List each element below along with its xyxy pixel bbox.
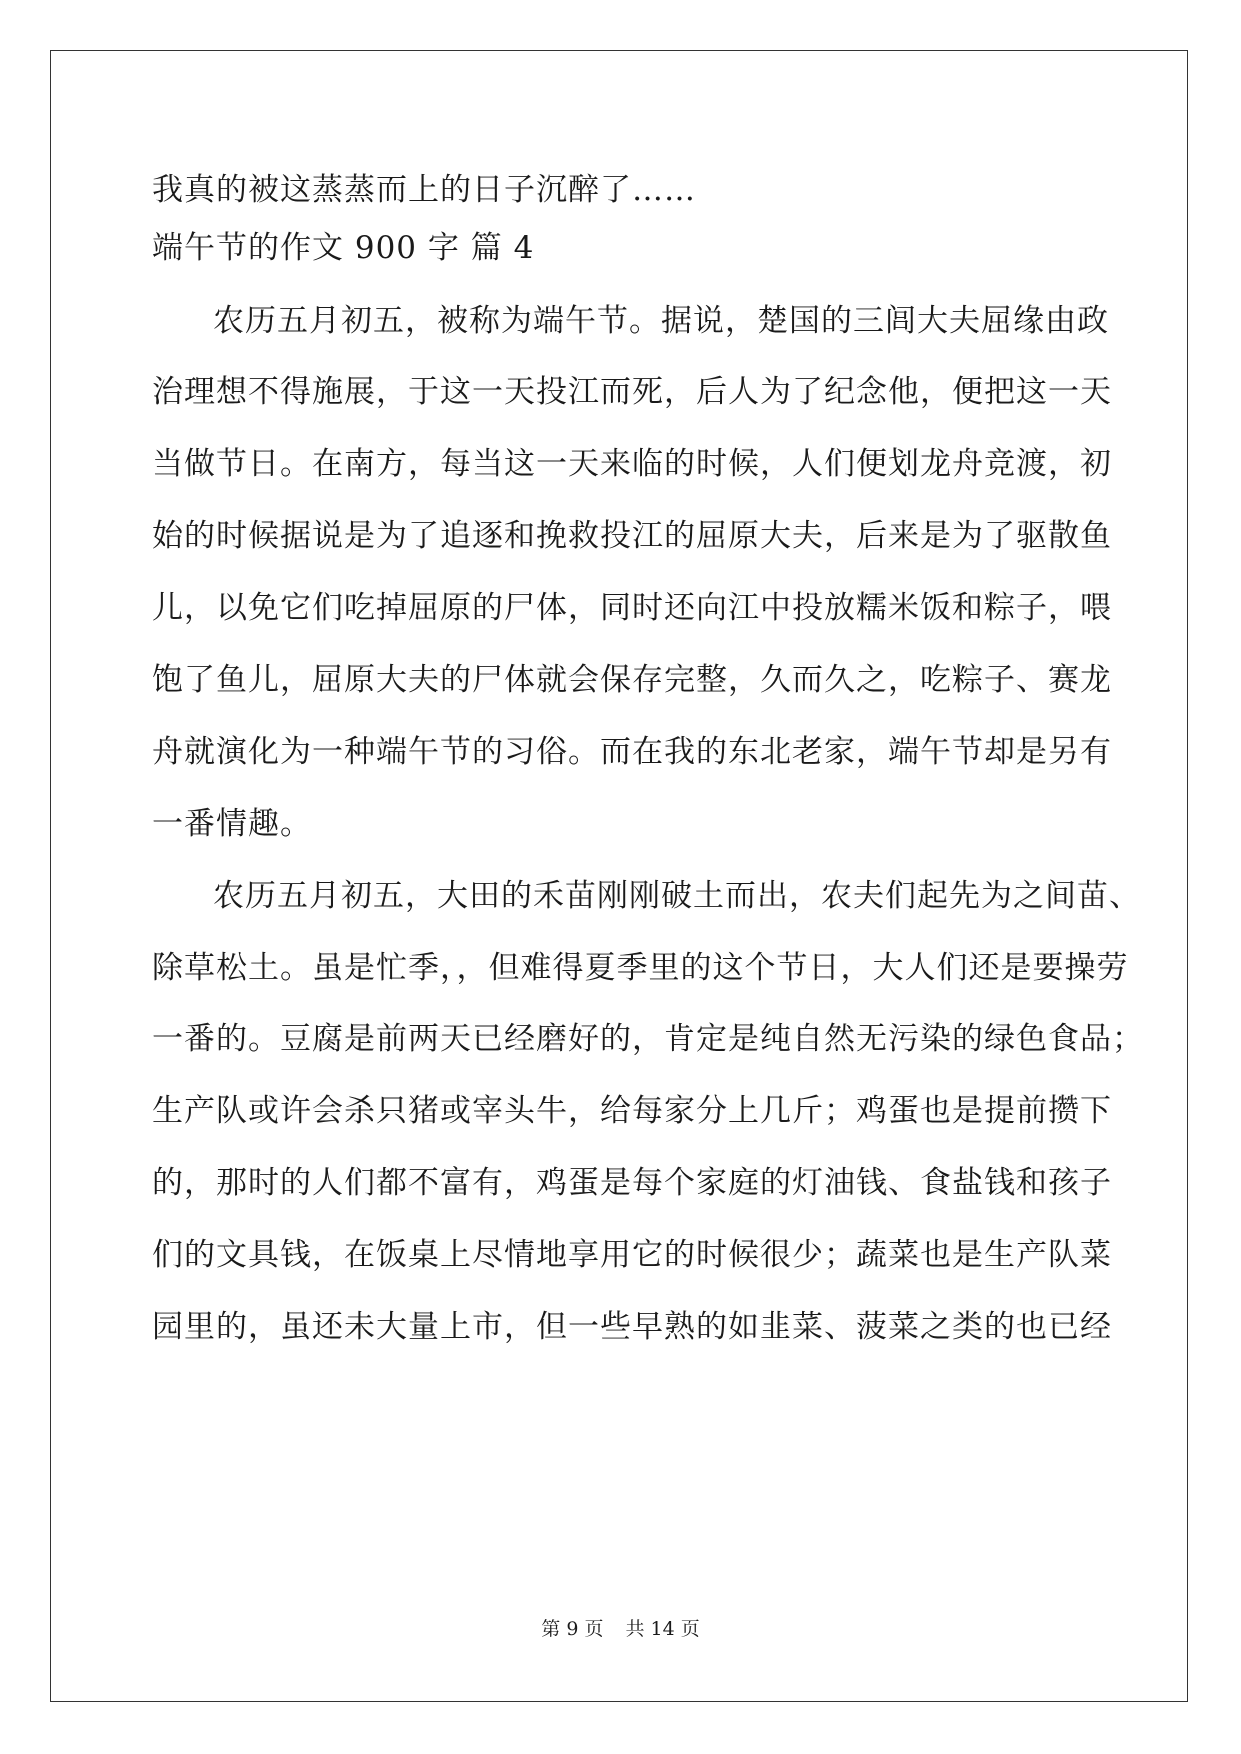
paragraph-1-line-1: 农历五月初五，被称为端午节。据说，楚国的三闾大夫屈缘由政 <box>213 303 1109 339</box>
paragraph-1-line-5: 儿，以免它们吃掉屈原的尸体，同时还向江中投放糯米饭和粽子，喂 <box>152 590 1112 626</box>
paragraph-1-line-6: 饱了鱼儿，屈原大夫的尸体就会保存完整，久而久之，吃粽子、赛龙 <box>152 662 1112 698</box>
paragraph-2-line-4: 生产队或许会杀只猪或宰头牛，给每家分上几斤；鸡蛋也是提前攒下 <box>152 1093 1112 1129</box>
paragraph-2-line-5: 的，那时的人们都不富有，鸡蛋是每个家庭的灯油钱、食盐钱和孩子 <box>152 1165 1112 1201</box>
paragraph-1-line-7: 舟就演化为一种端午节的习俗。而在我的东北老家，端午节却是另有 <box>152 734 1112 770</box>
text-line-closing: 我真的被这蒸蒸而上的日子沉醉了…… <box>152 172 696 208</box>
section-heading: 端午节的作文 900 字 篇 4 <box>152 230 535 266</box>
page-total: 共 14 页 <box>625 1618 700 1640</box>
paragraph-2-line-6: 们的文具钱，在饭桌上尽情地享用它的时候很少；蔬菜也是生产队菜 <box>152 1237 1112 1273</box>
paragraph-1-line-3: 当做节日。在南方，每当这一天来临的时候，人们便划龙舟竞渡，初 <box>152 446 1112 482</box>
page-footer <box>0 1617 1241 1641</box>
paragraph-2-line-7: 园里的，虽还未大量上市，但一些早熟的如韭菜、菠菜之类的也已经 <box>152 1309 1112 1345</box>
paragraph-1-line-8: 一番情趣。 <box>152 806 312 842</box>
paragraph-1-line-2: 治理想不得施展，于这一天投江而死，后人为了纪念他，便把这一天 <box>152 374 1112 410</box>
paragraph-2-line-1: 农历五月初五，大田的禾苗刚刚破土而出，农夫们起先为之间苗、 <box>213 878 1141 914</box>
page-number: 第 9 页 <box>541 1618 604 1640</box>
paragraph-1-line-4: 始的时候据说是为了追逐和挽救投江的屈原大夫，后来是为了驱散鱼 <box>152 518 1112 554</box>
paragraph-2-line-3: 一番的。豆腐是前两天已经磨好的，肯定是纯自然无污染的绿色食品； <box>152 1021 1144 1057</box>
paragraph-2-line-2: 除草松土。虽是忙季，，但难得夏季里的这个节日，大人们还是要操劳 <box>152 950 1129 986</box>
